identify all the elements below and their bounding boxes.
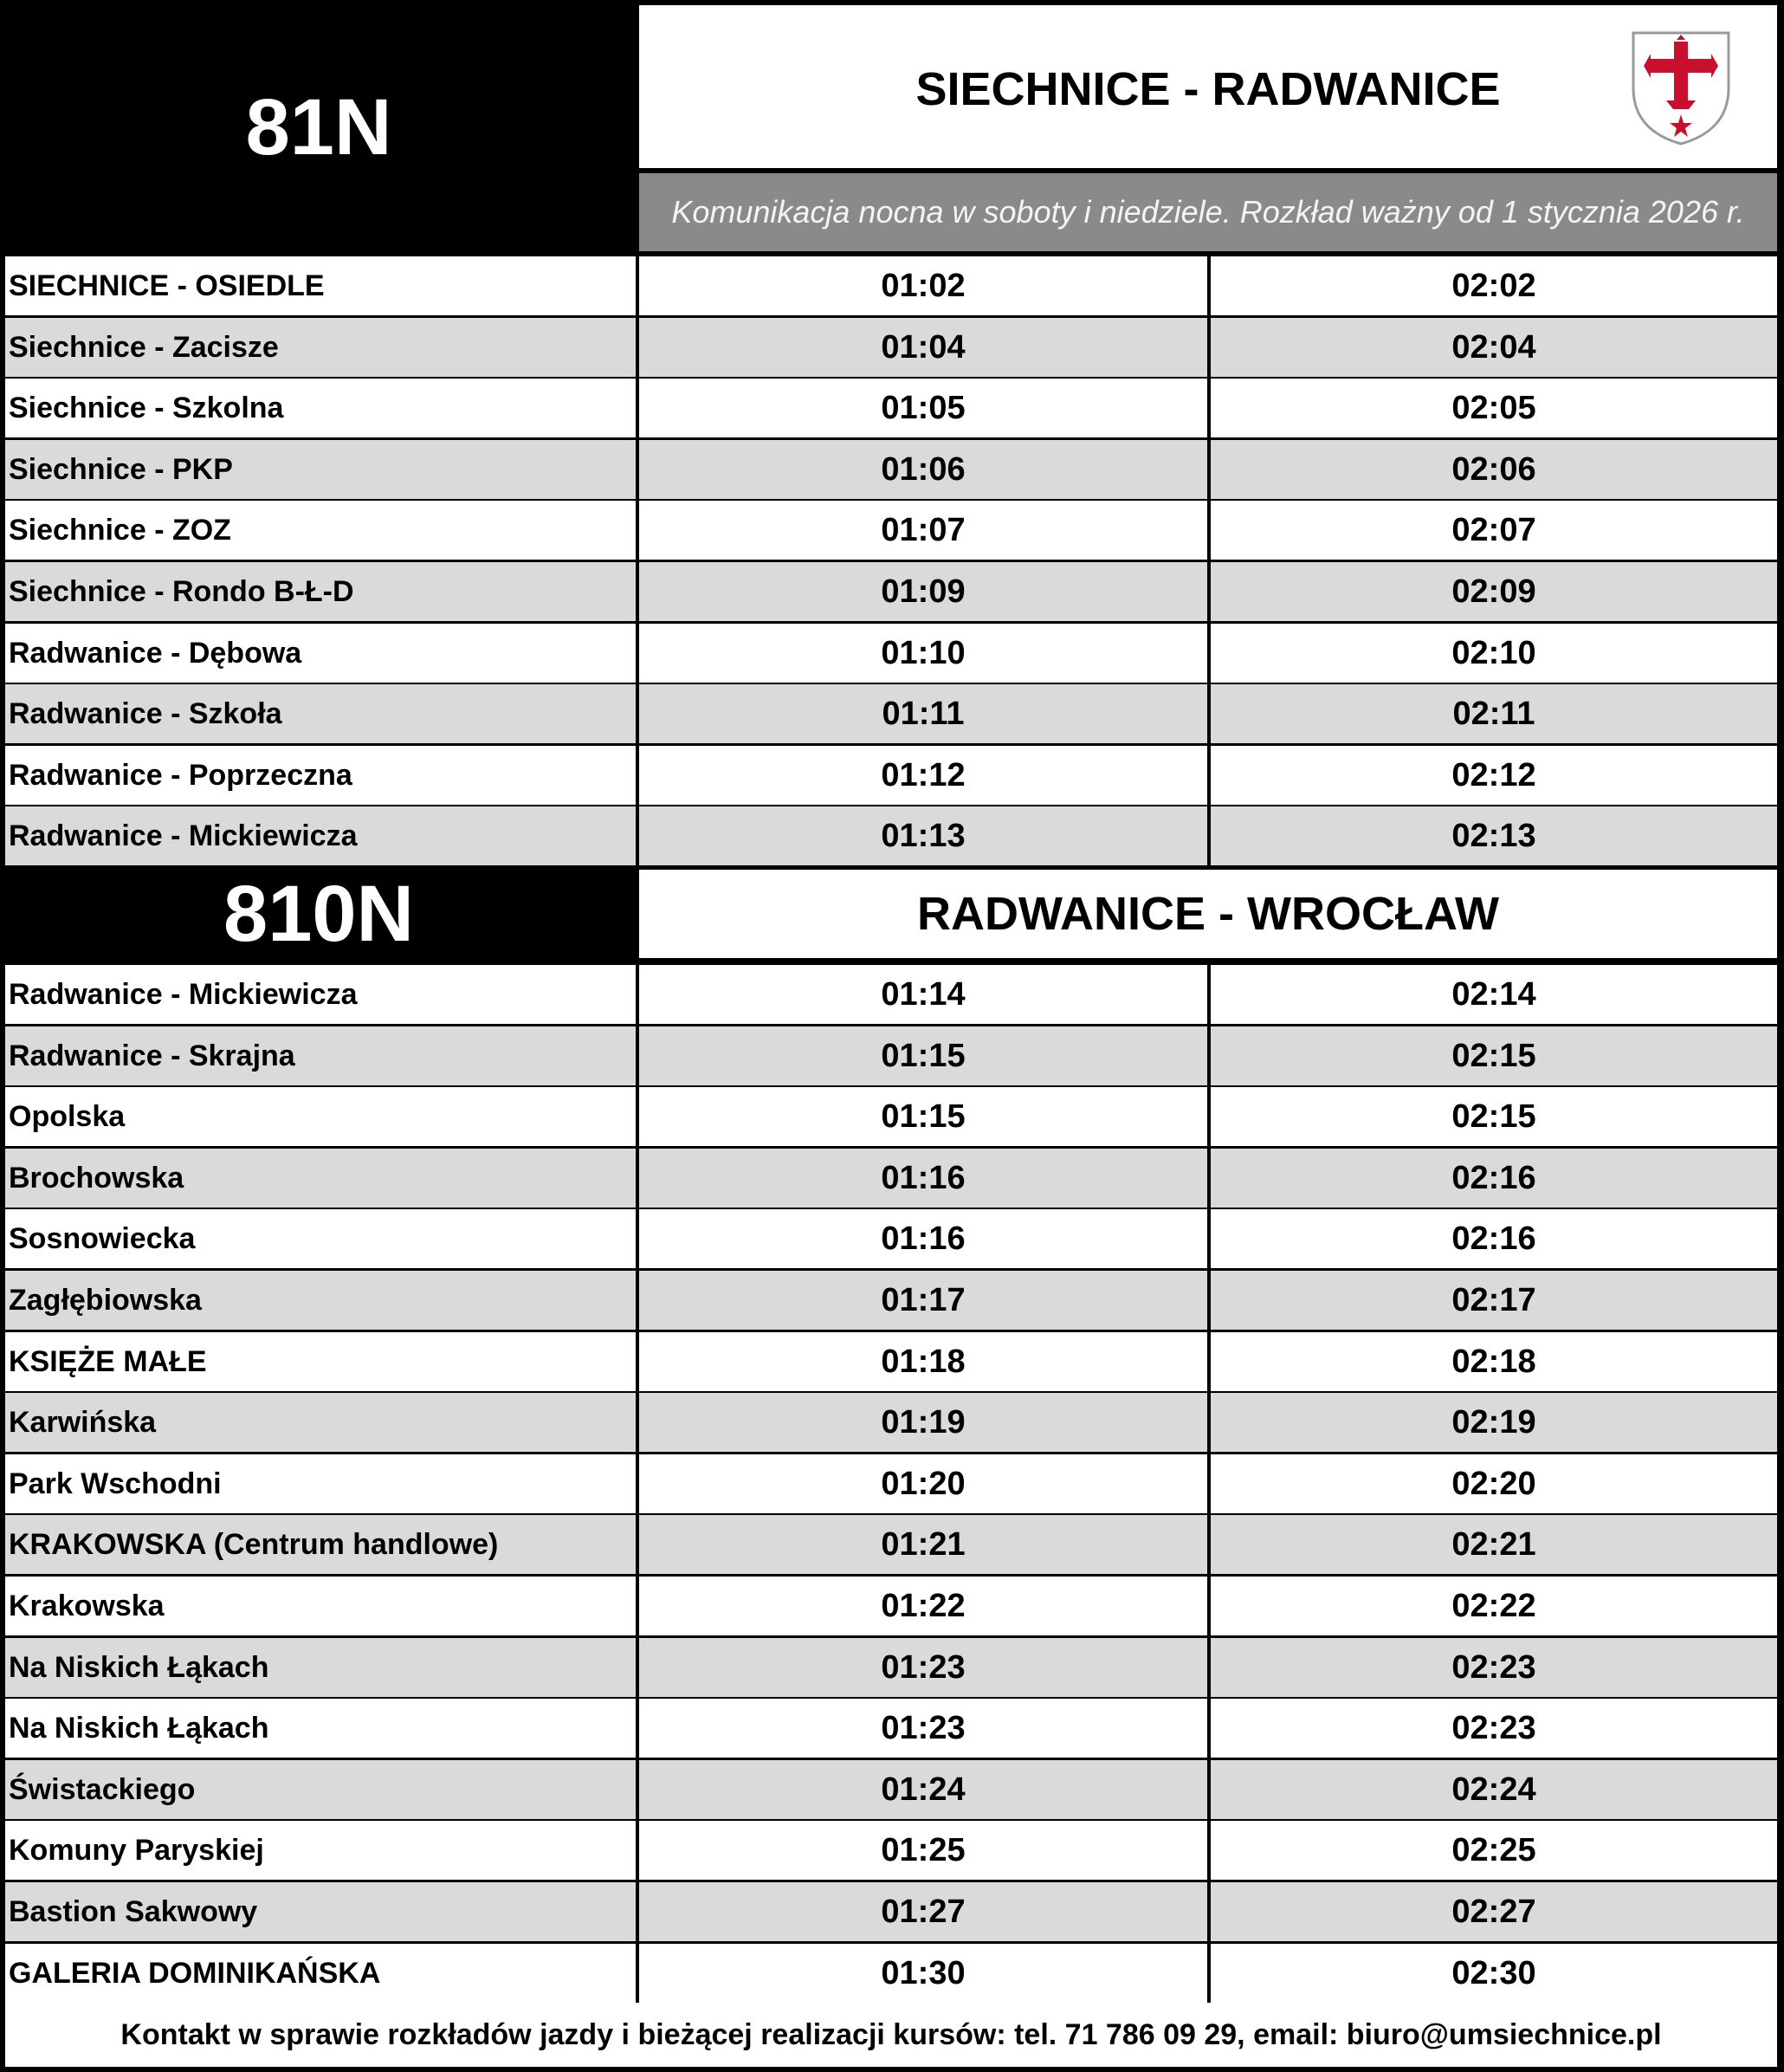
route-810n-number-box [0,866,637,962]
stop-name: Siechnice - Szkolna [5,379,636,437]
stop-name: Zagłębiowska [5,1271,636,1330]
departure-time-2: 02:25 [1211,1821,1777,1880]
departure-time-2: 02:21 [1211,1515,1777,1574]
table-row [0,746,1784,806]
table-row [0,965,1784,1026]
table-row [0,562,1784,623]
stop-name: Na Niskich Łąkach [5,1699,636,1758]
table-row [0,1332,1784,1393]
table-row [0,1577,1784,1637]
table-row [0,1882,1784,1943]
departure-time-2: 02:19 [1211,1393,1777,1452]
table-row [0,1699,1784,1759]
stop-name: Park Wschodni [5,1454,636,1513]
stop-name: GALERIA DOMINIKAŃSKA [5,1944,636,2003]
stop-name: Komuny Paryskiej [5,1821,636,1880]
departure-time-1: 01:07 [639,501,1207,560]
departure-time-1: 01:05 [639,379,1207,437]
departure-time-1: 01:21 [639,1515,1207,1574]
route-number: 81N [245,83,392,172]
departure-time-2: 02:10 [1211,624,1777,683]
stop-name: Brochowska [5,1149,636,1208]
departure-time-2: 02:07 [1211,501,1777,560]
departure-time-2: 02:16 [1211,1149,1777,1208]
departure-time-1: 01:17 [639,1271,1207,1330]
departure-time-2: 02:12 [1211,746,1777,805]
table-row [0,1944,1784,2004]
departure-time-2: 02:23 [1211,1699,1777,1758]
table-row [0,501,1784,561]
departure-time-1: 01:15 [639,1087,1207,1146]
table-row [0,624,1784,684]
table-row [0,1271,1784,1331]
departure-time-1: 01:13 [639,806,1207,865]
departure-time-2: 02:23 [1211,1638,1777,1697]
departure-time-1: 01:20 [639,1454,1207,1513]
departure-time-2: 02:16 [1211,1209,1777,1268]
table-row [0,1821,1784,1881]
departure-time-2: 02:18 [1211,1332,1777,1391]
table-row [0,806,1784,867]
table-row [0,1149,1784,1209]
departure-time-2: 02:24 [1211,1760,1777,1819]
table-row [0,684,1784,745]
route-81n-title-box [639,5,1777,168]
departure-time-2: 02:15 [1211,1026,1777,1085]
departure-time-2: 02:04 [1211,318,1777,377]
departure-time-2: 02:14 [1211,965,1777,1024]
departure-time-2: 02:11 [1211,684,1777,743]
departure-time-2: 02:20 [1211,1454,1777,1513]
table-row [0,1515,1784,1576]
stop-name: Siechnice - Zacisze [5,318,636,377]
departure-time-1: 01:02 [639,256,1207,315]
stop-name: Siechnice - Rondo B-Ł-D [5,562,636,621]
table-row [0,318,1784,379]
stop-name: KRAKOWSKA (Centrum handlowe) [5,1515,636,1574]
departure-time-1: 01:12 [639,746,1207,805]
departure-time-1: 01:06 [639,440,1207,499]
stop-name: Karwińska [5,1393,636,1452]
stop-name: Radwanice - Szkoła [5,684,636,743]
departure-time-1: 01:25 [639,1821,1207,1880]
departure-time-2: 02:22 [1211,1577,1777,1635]
stop-name: Radwanice - Poprzeczna [5,746,636,805]
table-row [0,1393,1784,1454]
table-row [0,256,1784,317]
table-row [0,1760,1784,1821]
route-title: SIECHNICE - RADWANICE [915,63,1501,115]
stop-name: Świstackiego [5,1760,636,1819]
route-title: RADWANICE - WROCŁAW [917,888,1499,940]
table-row [0,440,1784,501]
departure-time-1: 01:04 [639,318,1207,377]
departure-time-2: 02:05 [1211,379,1777,437]
departure-time-1: 01:30 [639,1944,1207,2003]
departure-time-2: 02:09 [1211,562,1777,621]
stop-name: Radwanice - Dębowa [5,624,636,683]
table-row [0,1026,1784,1087]
stop-name: Siechnice - PKP [5,440,636,499]
coat-of-arms-icon [1626,28,1736,147]
departure-time-2: 02:27 [1211,1882,1777,1941]
departure-time-1: 01:24 [639,1760,1207,1819]
stop-name: Bastion Sakwowy [5,1882,636,1941]
table-row [0,1638,1784,1699]
departure-time-2: 02:15 [1211,1087,1777,1146]
schedule-note: Komunikacja nocna w soboty i niedziele. Rozkład ważny od 1 stycznia 2026 r. [639,173,1777,251]
departure-time-1: 01:27 [639,1882,1207,1941]
stop-name: Krakowska [5,1577,636,1635]
route-81n-number-box [0,0,637,253]
departure-time-1: 01:19 [639,1393,1207,1452]
departure-time-2: 02:06 [1211,440,1777,499]
departure-time-2: 02:02 [1211,256,1777,315]
departure-time-2: 02:30 [1211,1944,1777,2003]
route-number: 810N [223,870,414,958]
departure-time-2: 02:17 [1211,1271,1777,1330]
departure-time-1: 01:18 [639,1332,1207,1391]
departure-time-1: 01:23 [639,1638,1207,1697]
table-row [0,1087,1784,1148]
stop-name: Radwanice - Mickiewicza [5,965,636,1024]
departure-time-1: 01:09 [639,562,1207,621]
stop-name: Na Niskich Łąkach [5,1638,636,1697]
route-810n-title-box [639,870,1777,958]
table-row [0,379,1784,439]
departure-time-1: 01:22 [639,1577,1207,1635]
contact-footer: Kontakt w sprawie rozkładów jazdy i bieżącej realizacji kursów: tel. 71 786 09 29, email: biuro@umsiechnice.pl [5,2003,1777,2067]
departure-time-1: 01:16 [639,1149,1207,1208]
departure-time-1: 01:23 [639,1699,1207,1758]
stop-name: KSIĘŻE MAŁE [5,1332,636,1391]
departure-time-1: 01:16 [639,1209,1207,1268]
departure-time-1: 01:10 [639,624,1207,683]
stop-name: SIECHNICE - OSIEDLE [5,256,636,315]
departure-time-2: 02:13 [1211,806,1777,865]
departure-time-1: 01:15 [639,1026,1207,1085]
stop-name: Radwanice - Skrajna [5,1026,636,1085]
table-row [0,1454,1784,1515]
stop-name: Sosnowiecka [5,1209,636,1268]
stop-name: Radwanice - Mickiewicza [5,806,636,865]
departure-time-1: 01:11 [639,684,1207,743]
departure-time-1: 01:14 [639,965,1207,1024]
stop-name: Opolska [5,1087,636,1146]
table-row [0,1209,1784,1270]
stop-name: Siechnice - ZOZ [5,501,636,560]
